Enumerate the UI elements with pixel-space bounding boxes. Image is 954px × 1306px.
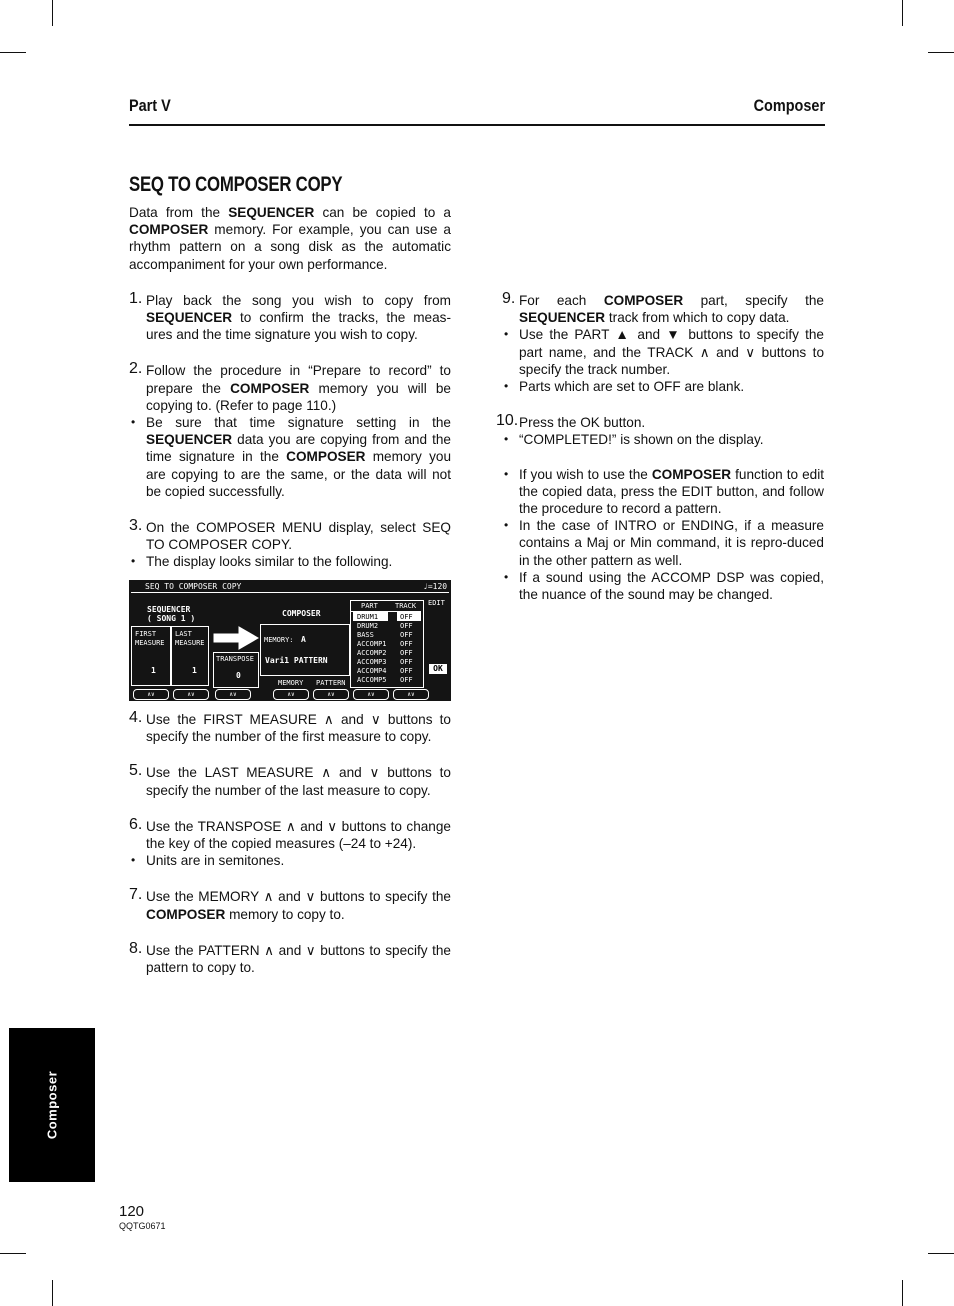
crop-mark: [52, 1280, 53, 1306]
lcd-transpose-label: TRANSPOSE: [216, 655, 254, 663]
lcd-last-value: 1: [192, 666, 197, 675]
lcd-last-label-2: MEASURE: [175, 639, 205, 647]
step-3: 3. On the COMPOSER MENU display, select SEQ TO COMPOSER COPY.: [129, 517, 451, 553]
lcd-arrow: [213, 626, 259, 650]
crop-mark: [0, 1253, 26, 1254]
lcd-track-row: OFF: [400, 658, 413, 666]
step-7: 7. Use the MEMORY ∧ and ∨ buttons to specify the COMPOSER memory to copy to.: [129, 886, 451, 922]
lcd-memory-label: MEMORY:: [264, 636, 294, 644]
crop-mark: [902, 1280, 903, 1306]
lcd-track-row: OFF: [400, 622, 413, 630]
step-4: 4. Use the FIRST MEASURE ∧ and ∨ buttons to specify the number of the first measure to copy.: [129, 709, 451, 745]
step-5: 5. Use the LAST MEASURE ∧ and ∨ buttons to specify the number of the last measure to copy.: [129, 762, 451, 798]
lcd-track-row: OFF: [400, 613, 413, 621]
page-number: 120: [119, 1203, 145, 1220]
right-column: [496, 290, 824, 603]
step-9-note: • Use the PART ▲ and ▼ buttons to specify the part name, and the TRACK ∧ and ∨ buttons to specify the track number.: [502, 326, 824, 378]
lcd-memory-value: A: [301, 635, 306, 644]
crop-mark: [902, 0, 903, 26]
lcd-title-rule: [131, 592, 449, 593]
lcd-track-row: OFF: [400, 649, 413, 657]
lcd-part-row: DRUM2: [357, 622, 379, 630]
step-6-note: • Units are in semitones.: [129, 852, 451, 869]
lcd-first-label-1: FIRST: [135, 630, 157, 638]
lcd-updown-button: ∧∨: [393, 689, 429, 700]
note-intro-ending: • In the case of INTRO or ENDING, if a measure contains a Maj or Min command, it is repro-duced in the other pattern as well.: [502, 517, 824, 569]
lcd-updown-button: ∧∨: [273, 689, 309, 700]
step-6: 6. Use the TRANSPOSE ∧ and ∨ buttons to change the key of the copied measures (–24 to +24).: [129, 815, 451, 852]
lcd-track-row: OFF: [400, 676, 413, 684]
header-rule: [129, 124, 825, 126]
lcd-part-row: DRUM1: [357, 613, 379, 621]
chapter-tab: [9, 1028, 95, 1182]
left-column: [129, 204, 451, 571]
crop-mark: [0, 52, 26, 53]
lcd-pattern-value: Vari1 PATTERN: [265, 656, 328, 665]
step-10: 10. Press the OK button.: [496, 412, 646, 431]
lcd-first-value: 1: [151, 666, 156, 675]
left-column-continued: [129, 711, 451, 976]
page-code: QQTG0671: [119, 1221, 166, 1231]
lcd-first-label-2: MEASURE: [135, 639, 165, 647]
step-2-note: • Be sure that time signature setting in the SEQUENCER data you are copying from and the time signature in the COMPOSER memory you are copying to are the same, or the data will not be copied successfully.: [129, 414, 451, 500]
note-accomp-dsp: • If a sound using the ACCOMP DSP was copied, the nuance of the sound may be changed.: [502, 569, 824, 603]
crop-mark: [928, 52, 954, 53]
lcd-last-label-1: LAST: [175, 630, 192, 638]
lcd-pattern-btn-label: PATTERN: [316, 679, 346, 687]
lcd-updown-button: ∧∨: [173, 689, 209, 700]
lcd-updown-button: ∧∨: [313, 689, 349, 700]
lcd-updown-button: ∧∨: [215, 689, 251, 700]
note-edit: • If you wish to use the COMPOSER function to edit the copied data, press the EDIT button, and follow the procedure to record a pattern.: [502, 466, 824, 518]
chapter-tab-label: Composer: [44, 1070, 60, 1140]
lcd-track-row: OFF: [400, 667, 413, 675]
header-chapter: Composer: [753, 96, 825, 115]
lcd-memory-btn-label: MEMORY: [278, 679, 304, 687]
lcd-memory-box: [260, 624, 350, 676]
lcd-updown-button: ∧∨: [133, 689, 169, 700]
crop-mark: [928, 1253, 954, 1254]
lcd-part-row: ACCOMP3: [357, 658, 387, 666]
lcd-sequencer: SEQUENCER: [147, 605, 191, 614]
lcd-track-row: OFF: [400, 640, 413, 648]
header-part: Part V: [129, 96, 171, 115]
lcd-part-row: BASS: [357, 631, 374, 639]
step-3-note: • The display looks similar to the following.: [129, 553, 451, 570]
step-9: 9. For each COMPOSER part, specify the SEQUENCER track from which to copy data.: [502, 290, 824, 326]
lcd-part-row: ACCOMP1: [357, 640, 387, 648]
intro-paragraph: Data from the SEQUENCER can be copied to a COMPOSER memory. For example, you can use a rhythm pattern on a song disk as the automatic accompaniment for your own performance.: [129, 205, 451, 272]
lcd-ok-button: OK: [429, 664, 447, 674]
lcd-track-row: OFF: [400, 631, 413, 639]
crop-mark: [52, 0, 53, 26]
lcd-song: ( SONG 1 ): [147, 614, 196, 623]
lcd-title: SEQ TO COMPOSER COPY: [145, 582, 242, 591]
lcd-track-header: TRACK: [395, 602, 417, 610]
lcd-composer: COMPOSER: [282, 609, 321, 618]
step-9-note: • Parts which are set to OFF are blank.: [502, 378, 824, 395]
section-title: SEQ TO COMPOSER COPY: [129, 173, 343, 196]
lcd-part-row: ACCOMP5: [357, 676, 387, 684]
lcd-display: [129, 580, 451, 701]
lcd-part-row: ACCOMP2: [357, 649, 387, 657]
step-10-note: • “COMPLETED!” is shown on the display.: [502, 431, 824, 448]
step-1: 1. Play back the song you wish to copy from SEQUENCER to confirm the tracks, the meas-ures and the time signature you wish to copy.: [129, 289, 451, 343]
lcd-part-row: ACCOMP4: [357, 667, 387, 675]
step-2: 2. Follow the procedure in “Prepare to record” to prepare the COMPOSER memory you will be copying to. (Refer to page 110.): [129, 360, 451, 413]
lcd-edit: EDIT: [428, 599, 445, 607]
lcd-updown-button: ∧∨: [353, 689, 389, 700]
lcd-tempo: ♩=120: [423, 582, 448, 591]
lcd-transpose-value: 0: [236, 671, 241, 680]
step-8: 8. Use the PATTERN ∧ and ∨ buttons to specify the pattern to copy to.: [129, 939, 451, 976]
lcd-part-header: PART: [361, 602, 378, 610]
